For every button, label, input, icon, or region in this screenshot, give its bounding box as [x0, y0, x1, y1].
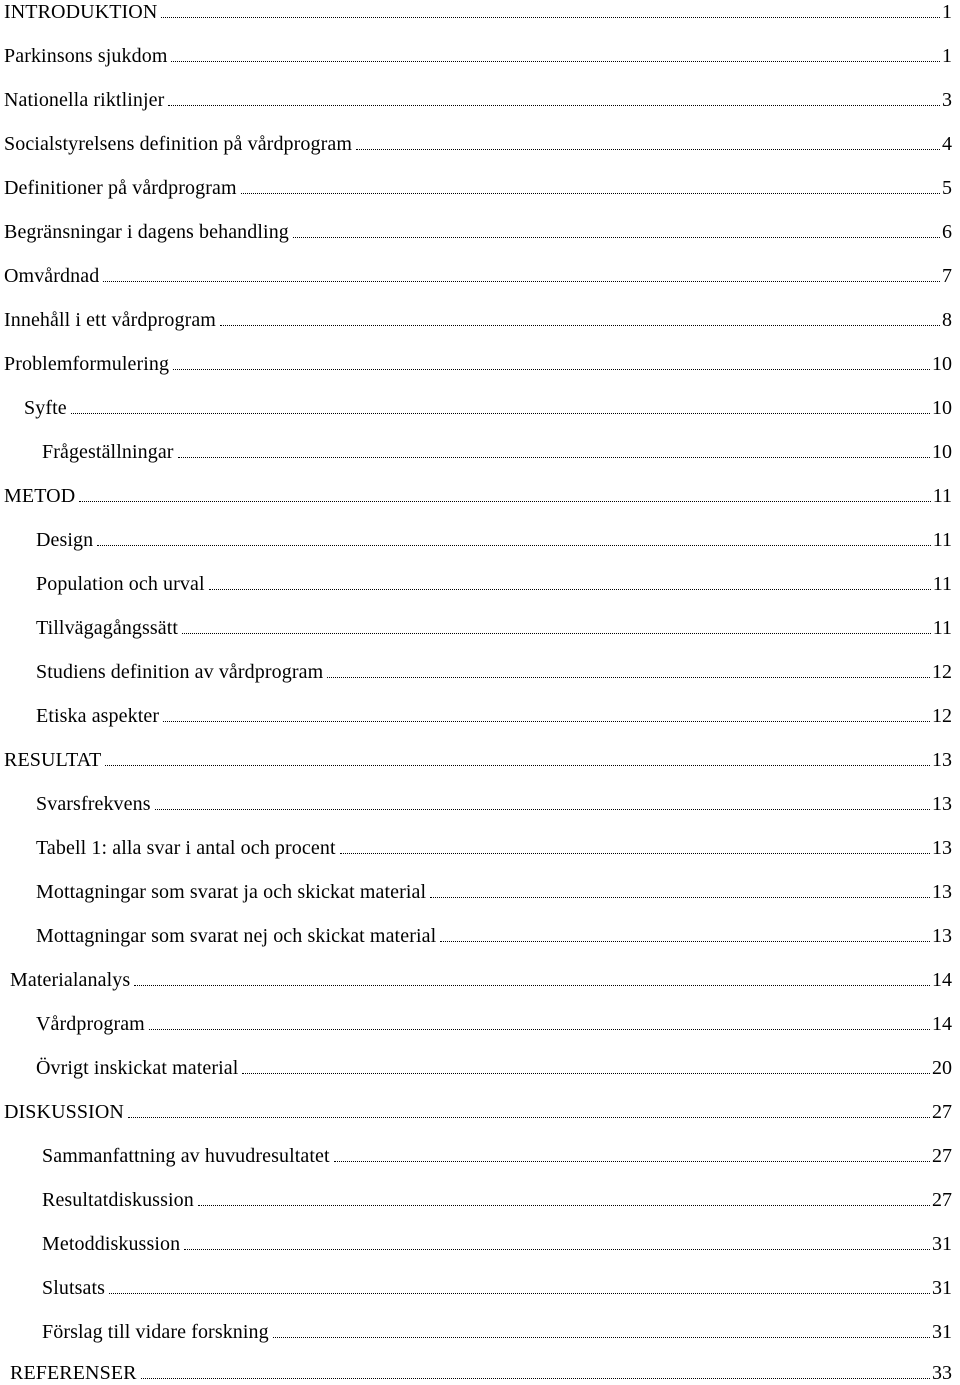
toc-entry-begransningar	[4, 214, 952, 244]
toc-entry-page: 11	[932, 617, 952, 639]
toc-dot-leader	[103, 281, 940, 282]
toc-entry-referenser	[10, 1355, 952, 1385]
toc-entry-definitioner-pa-vardprogram	[4, 170, 952, 200]
toc-dot-leader	[173, 369, 930, 370]
toc-entry-metod	[4, 478, 952, 508]
toc-entry-page: 13	[932, 749, 952, 771]
toc-dot-leader	[241, 193, 940, 194]
toc-entry-title: Materialanalys	[10, 969, 131, 991]
toc-entry-title: INTRODUKTION	[4, 1, 158, 23]
toc-entry-title: Svarsfrekvens	[36, 793, 151, 815]
toc-entry-svarsfrekvens	[36, 786, 952, 816]
toc-entry-title: Problemformulering	[4, 353, 170, 375]
toc-entry-page: 11	[932, 573, 952, 595]
toc-entry-innehall	[4, 302, 952, 332]
toc-dot-leader	[334, 1161, 930, 1162]
toc-entry-omvardnad	[4, 258, 952, 288]
toc-entry-title: Mottagningar som svarat ja och skickat material	[36, 881, 427, 903]
toc-entry-design	[36, 522, 952, 552]
toc-dot-leader	[340, 853, 930, 854]
toc-entry-tillvagagangssatt	[36, 610, 952, 640]
toc-dot-leader	[273, 1337, 930, 1338]
toc-entry-parkinsons-sjukdom	[4, 38, 952, 68]
toc-entry-materialanalys	[10, 962, 952, 992]
toc-dot-leader	[327, 677, 930, 678]
toc-dot-leader	[242, 1073, 930, 1074]
toc-entry-title: Nationella riktlinjer	[4, 89, 165, 111]
toc-entry-page: 13	[932, 881, 952, 903]
toc-entry-page: 14	[932, 1013, 952, 1035]
toc-entry-page: 1	[942, 1, 952, 23]
toc-entry-page: 27	[932, 1101, 952, 1123]
toc-entry-page: 31	[932, 1321, 952, 1343]
toc-dot-leader	[171, 61, 940, 62]
toc-entry-mottagningar-nej	[36, 918, 952, 948]
toc-entry-forslag	[42, 1314, 952, 1344]
toc-entry-population-och-urval	[36, 566, 952, 596]
toc-dot-leader	[155, 809, 930, 810]
toc-entry-page: 7	[942, 265, 952, 287]
toc-entry-page: 31	[932, 1233, 952, 1255]
toc-entry-page: 3	[942, 89, 952, 111]
toc-entry-title: Metoddiskussion	[42, 1233, 181, 1255]
toc-entry-title: RESULTAT	[4, 749, 102, 771]
toc-entry-title: Etiska aspekter	[36, 705, 160, 727]
toc-entry-title: Studiens definition av vårdprogram	[36, 661, 324, 683]
toc-entry-title: Tillvägagångssätt	[36, 617, 179, 639]
toc-entry-page: 1	[942, 45, 952, 67]
toc-dot-leader	[134, 985, 930, 986]
toc-dot-leader	[109, 1293, 930, 1294]
toc-dot-leader	[209, 589, 931, 590]
toc-entry-title: Mottagningar som svarat nej och skickat material	[36, 925, 437, 947]
toc-entry-nationella-riktlinjer	[4, 82, 952, 112]
toc-entry-ovrigt-inskickat	[36, 1050, 952, 1080]
toc-entry-title: Innehåll i ett vårdprogram	[4, 309, 216, 331]
toc-entry-vardprogram	[36, 1006, 952, 1036]
toc-entry-title: Slutsats	[42, 1277, 106, 1299]
toc-entry-title: METOD	[4, 485, 76, 507]
toc-entry-title: Förslag till vidare forskning	[42, 1321, 269, 1343]
toc-entry-title: Design	[36, 529, 94, 551]
toc-entry-title: Parkinsons sjukdom	[4, 45, 168, 67]
toc-entry-title: Socialstyrelsens definition på vårdprogram	[4, 133, 352, 155]
toc-entry-resultatdiskussion	[42, 1182, 952, 1212]
toc-entry-slutsats	[42, 1270, 952, 1300]
toc-entry-page: 12	[932, 661, 952, 683]
toc-dot-leader	[356, 149, 940, 150]
toc-entry-page: 31	[932, 1277, 952, 1299]
toc-dot-leader	[163, 721, 930, 722]
toc-dot-leader	[79, 501, 930, 502]
toc-dot-leader	[149, 1029, 930, 1030]
toc-dot-leader	[161, 17, 940, 18]
toc-entry-page: 6	[942, 221, 952, 243]
toc-entry-page: 20	[932, 1057, 952, 1079]
toc-entry-diskussion	[4, 1094, 952, 1124]
toc-entry-title: Frågeställningar	[42, 441, 174, 463]
toc-entry-tabell-1	[36, 830, 952, 860]
toc-dot-leader	[71, 413, 930, 414]
toc-entry-title: Övrigt inskickat material	[36, 1057, 239, 1079]
toc-entry-metoddiskussion	[42, 1226, 952, 1256]
toc-dot-leader	[168, 105, 940, 106]
toc-dot-leader	[293, 237, 940, 238]
toc-entry-etiska-aspekter	[36, 698, 952, 728]
toc-dot-leader	[178, 457, 930, 458]
toc-dot-leader	[97, 545, 930, 546]
toc-entry-page: 27	[932, 1189, 952, 1211]
toc-entry-problemformulering	[4, 346, 952, 376]
toc-entry-mottagningar-ja	[36, 874, 952, 904]
toc-entry-socialstyrelsens-definition	[4, 126, 952, 156]
toc-entry-title: Begränsningar i dagens behandling	[4, 221, 289, 243]
toc-entry-fragestallningar	[42, 434, 952, 464]
toc-entry-studiens-definition	[36, 654, 952, 684]
toc-entry-title: Vårdprogram	[36, 1013, 145, 1035]
toc-entry-syfte	[24, 390, 952, 420]
toc-dot-leader	[220, 325, 940, 326]
toc-entry-sammanfattning	[42, 1138, 952, 1168]
toc-entry-page: 27	[932, 1145, 952, 1167]
toc-entry-page: 5	[942, 177, 952, 199]
toc-entry-title: Definitioner på vårdprogram	[4, 177, 237, 199]
toc-entry-title: Omvårdnad	[4, 265, 100, 287]
toc-dot-leader	[128, 1117, 930, 1118]
toc-entry-page: 14	[932, 969, 952, 991]
toc-dot-leader	[430, 897, 930, 898]
toc-entry-title: Resultatdiskussion	[42, 1189, 194, 1211]
toc-dot-leader	[105, 765, 930, 766]
toc-entry-resultat	[4, 742, 952, 772]
toc-dot-leader	[198, 1205, 930, 1206]
toc-entry-title: Tabell 1: alla svar i antal och procent	[36, 837, 336, 859]
toc-dot-leader	[182, 633, 931, 634]
toc-dot-leader	[440, 941, 930, 942]
toc-entry-title: Population och urval	[36, 573, 205, 595]
toc-entry-introduktion	[4, 0, 952, 24]
toc-entry-page: 10	[932, 441, 952, 463]
toc-entry-page: 4	[942, 133, 952, 155]
toc-entry-page: 8	[942, 309, 952, 331]
toc-entry-page: 13	[932, 793, 952, 815]
toc-entry-title: Sammanfattning av huvudresultatet	[42, 1145, 330, 1167]
toc-entry-page: 13	[932, 925, 952, 947]
toc-entry-title: REFERENSER	[10, 1362, 137, 1384]
toc-dot-leader	[184, 1249, 930, 1250]
toc-entry-page: 13	[932, 837, 952, 859]
toc-entry-page: 33	[932, 1362, 952, 1384]
toc-entry-page: 11	[932, 485, 952, 507]
toc-entry-page: 10	[932, 353, 952, 375]
toc-entry-title: DISKUSSION	[4, 1101, 124, 1123]
toc-entry-title: Syfte	[24, 397, 67, 419]
toc-entry-page: 11	[932, 529, 952, 551]
toc-entry-page: 12	[932, 705, 952, 727]
toc-entry-page: 10	[932, 397, 952, 419]
